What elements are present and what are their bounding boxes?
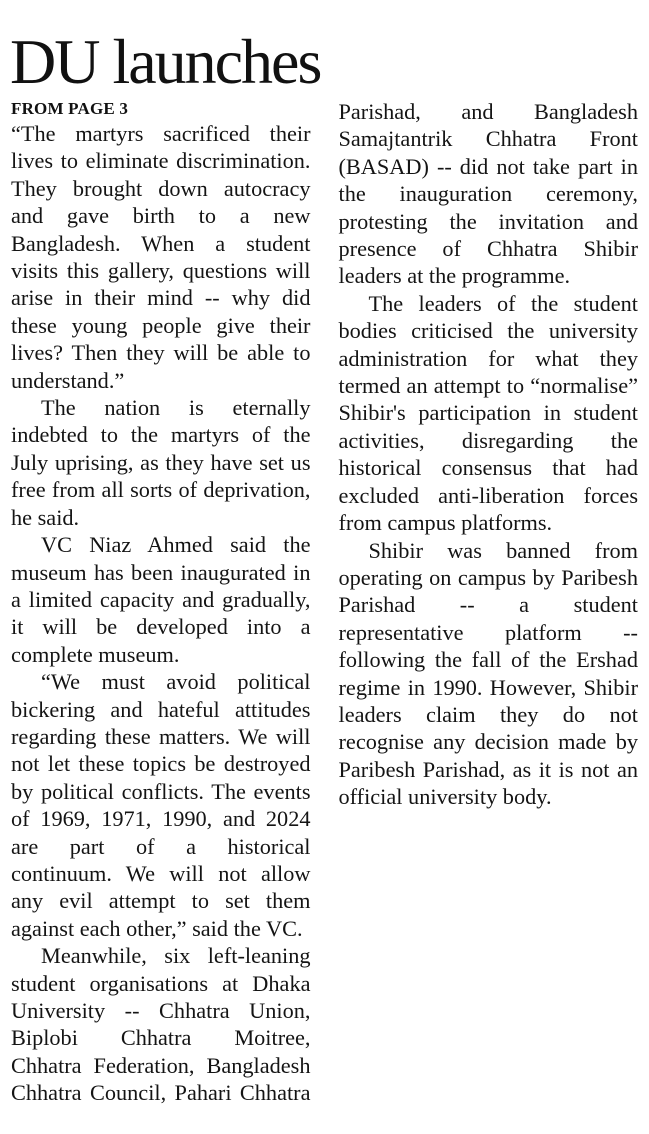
article-paragraph: The nation is eternally indebted to the martyrs of the July uprising, as they have set us free from all sorts of deprivation, he said.: [11, 395, 311, 530]
article-paragraph: “The martyrs sacrificed their lives to eliminate discrimination. They brought down autocracy and gave birth to a new Bangladesh. When a student visits this gallery, questions will arise in their mind -- why did these young people give their lives? Then they will be able to understand.”: [11, 121, 311, 393]
continuation-kicker: FROM PAGE 3: [11, 99, 129, 118]
headline: DU launches: [10, 26, 321, 97]
article-paragraph: The leaders of the student bodies criticised the university administration for what they termed an attempt to “normalise” Shibir's participation in student activities, disregarding the historical consensus that had excluded anti-liberation forces from campus platforms.: [338, 290, 638, 536]
article-body: [11, 98, 638, 1128]
article-paragraph: Shibir was banned from operating on campus by Paribesh Parishad -- a student representative platform -- following the fall of the Ershad regime in 1990. However, Shibir leaders claim they do not recognise any decision made by Paribesh Parishad, as it is not an official university body.: [338, 537, 638, 810]
article-paragraph: VC Niaz Ahmed said the museum has been inaugurated in a limited capacity and gradually, it will be developed into a complete museum.: [11, 532, 311, 667]
article-paragraph: “We must avoid political bickering and hateful attitudes regarding these matters. We will not let these topics be destroyed by political conflicts. The events of 1969, 1971, 1990, and 2024 are part of a historical continuum. We will not allow any evil attempt to set them against each other,” said the VC.: [11, 669, 311, 941]
article-paragraph: Meanwhile, six left-leaning student organisations at Dhaka University -- Chhatra Union, Biplobi Chhatra Moitree, Chhatra Federation, Bangladesh Chhatra Council, Pahari Chhatra Parishad, and Bangladesh Samajtantrik Chhatra Front (BASAD) -- did not take part in the inauguration ceremony, protesting the invitation and presence of Chhatra Shibir leaders at the programme.: [11, 99, 638, 1106]
